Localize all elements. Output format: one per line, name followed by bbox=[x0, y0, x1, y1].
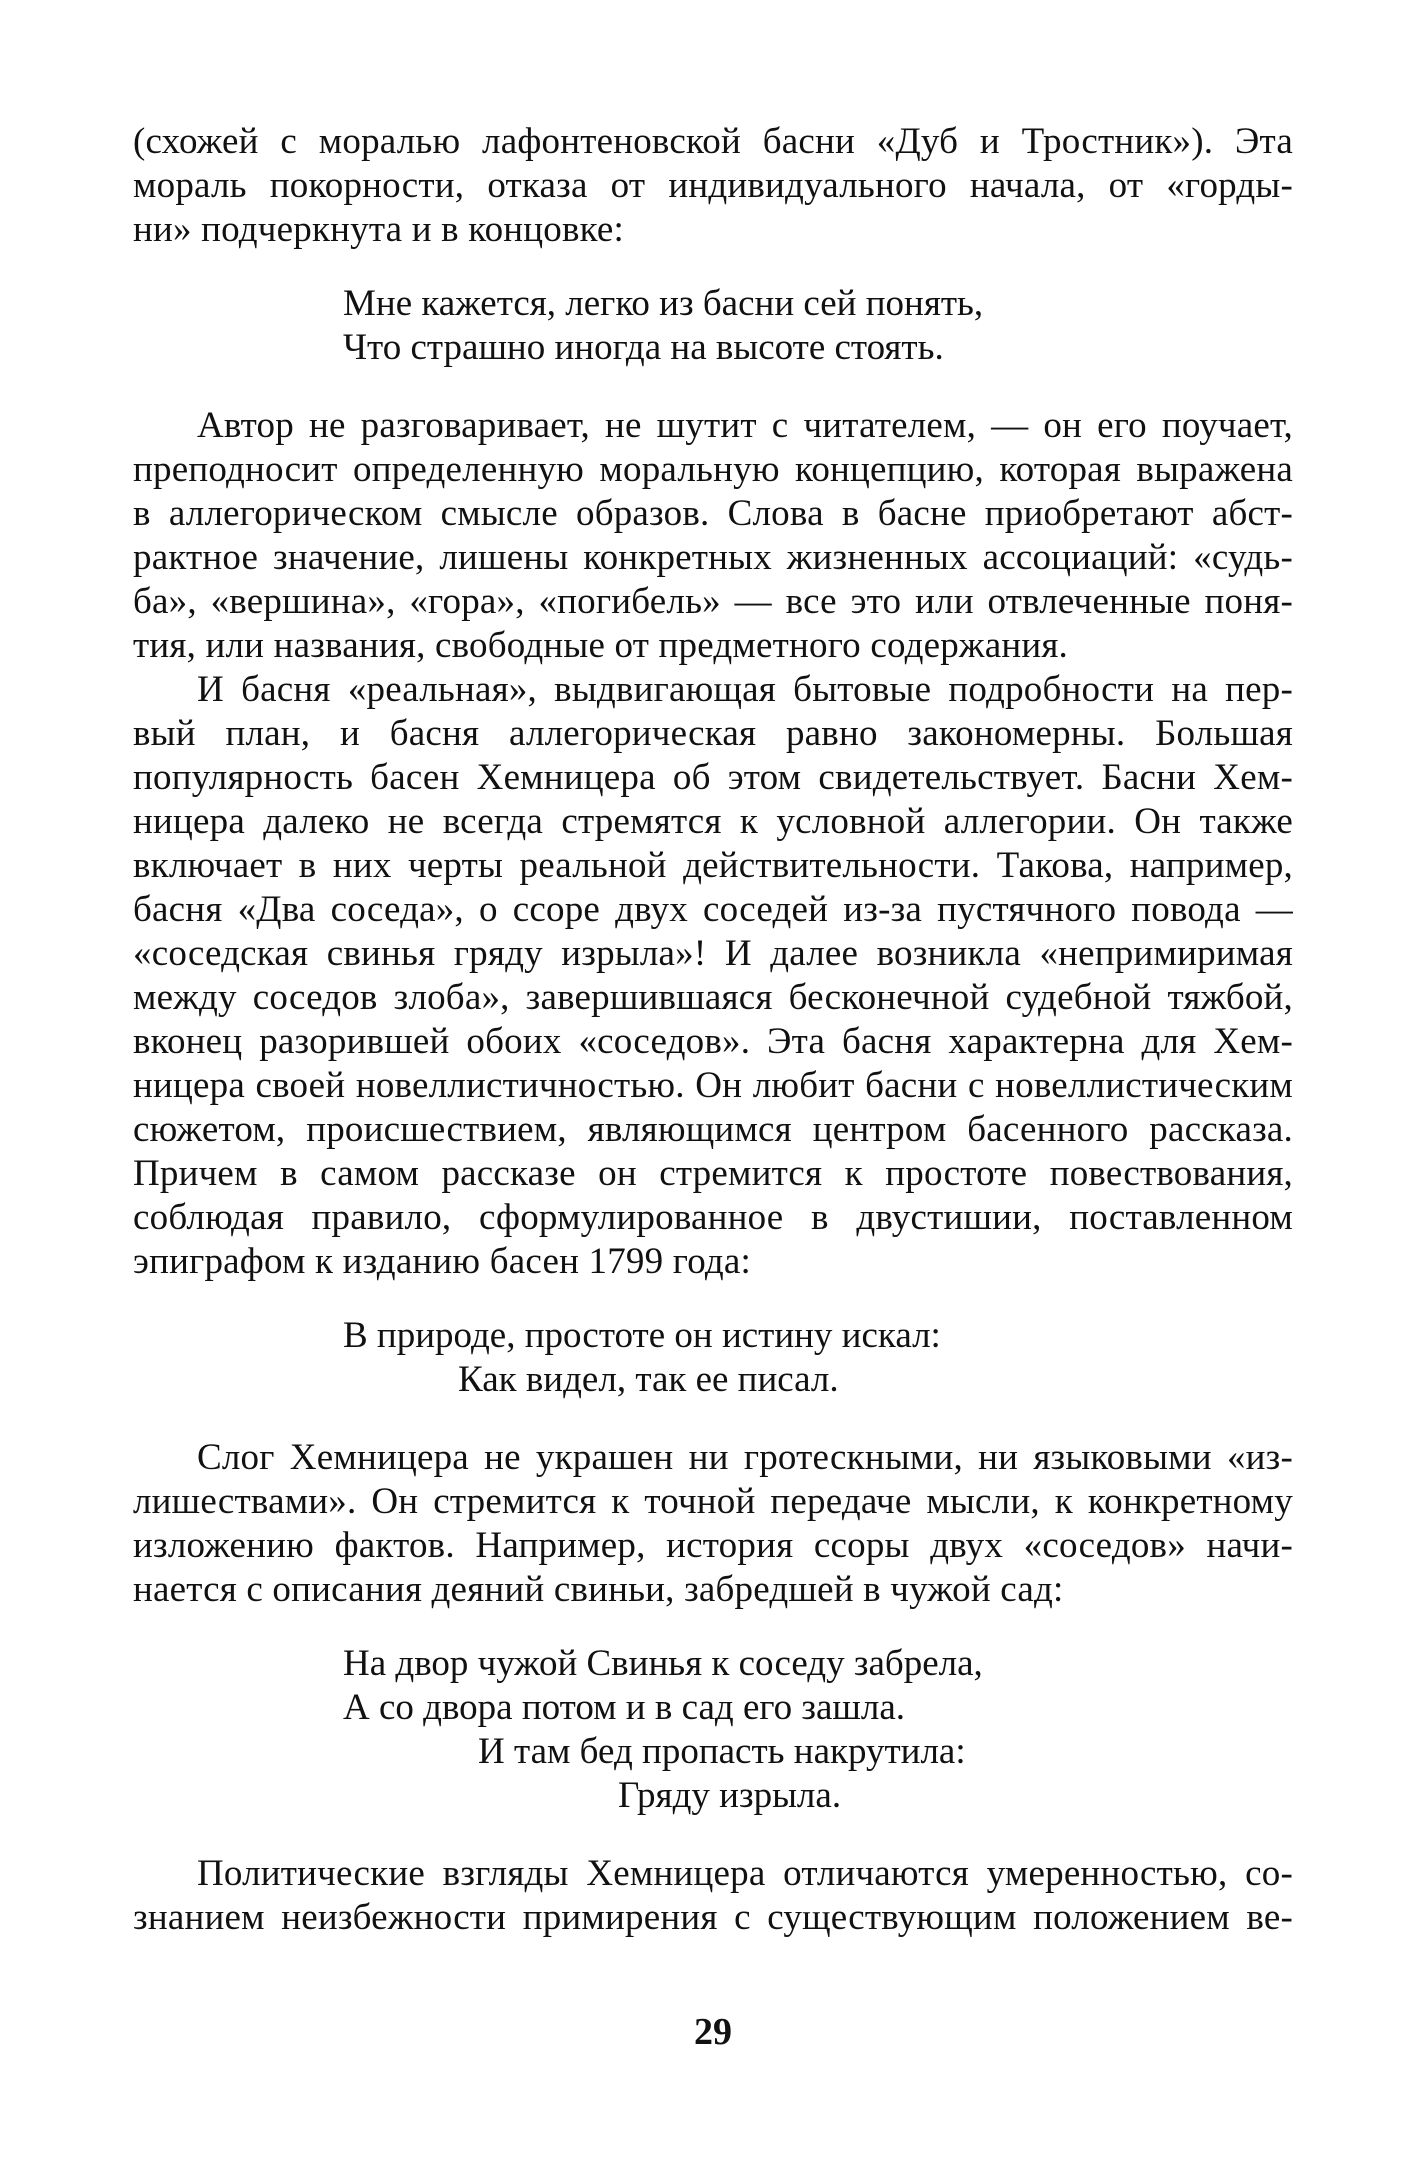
paragraph-5 bbox=[133, 1852, 1293, 1940]
text-line: преподносит определенную моральную концепцию, которая выражена bbox=[133, 449, 1293, 490]
text-line: Причем в самом рассказе он стремится к простоте повествования, bbox=[133, 1153, 1293, 1194]
text-line: включает в них черты реальной действительности. Такова, например, bbox=[133, 845, 1293, 886]
page-number: 29 bbox=[694, 2011, 732, 2053]
book-page bbox=[133, 120, 1293, 2100]
paragraph-2 bbox=[133, 404, 1293, 668]
text-line: между соседов злоба», завершившаяся бесконечной судебной тяжбой, bbox=[133, 977, 1293, 1018]
verse-line: На двор чужой Свинья к соседу забрела, bbox=[343, 1643, 983, 1684]
text-line: Автор не разговаривает, не шутит с читателем, — он его поучает, bbox=[197, 405, 1293, 446]
verse-line: И там бед пропасть накрутила: bbox=[478, 1731, 966, 1772]
verse-quote-1 bbox=[133, 282, 1293, 370]
text-line: рактное значение, лишены конкретных жизненных ассоциаций: «судь- bbox=[133, 537, 1293, 578]
text-line: ни» подчеркнута и в концовке: bbox=[133, 209, 625, 250]
paragraph-3 bbox=[133, 668, 1293, 1284]
text-line: эпиграфом к изданию басен 1799 года: bbox=[133, 1241, 751, 1282]
text-line: вконец разорившей обоих «соседов». Эта басня характерна для Хем- bbox=[133, 1021, 1293, 1062]
verse-quote-3 bbox=[133, 1642, 1293, 1818]
text-line: мораль покорности, отказа от индивидуального начала, от «горды- bbox=[133, 165, 1293, 206]
text-line: тия, или названия, свободные от предметного содержания. bbox=[133, 625, 1068, 666]
text-line: в аллегорическом смысле образов. Слова в басне приобретают абст- bbox=[133, 493, 1293, 534]
text-line: «соседская свинья гряду изрыла»! И далее возникла «непримиримая bbox=[133, 933, 1293, 974]
text-line: популярность басен Хемницера об этом свидетельствует. Басни Хем- bbox=[133, 757, 1293, 798]
text-line: ницера своей новеллистичностью. Он любит басни с новеллистическим bbox=[133, 1065, 1293, 1106]
text-line: басня «Два соседа», о ссоре двух соседей из-за пустячного повода — bbox=[133, 889, 1293, 930]
text-line: (схожей с моралью лафонтеновской басни «Дуб и Тростник»). Эта bbox=[133, 121, 1293, 162]
verse-line: А со двора потом и в сад его зашла. bbox=[343, 1687, 906, 1728]
text-line: Слог Хемницера не украшен ни гротескными, ни языковыми «из- bbox=[197, 1437, 1293, 1478]
verse-line: Как видел, так ее писал. bbox=[458, 1359, 839, 1400]
text-line: ницера далеко не всегда стремятся к условной аллегории. Он также bbox=[133, 801, 1293, 842]
text-line: лишествами». Он стремится к точной передаче мысли, к конкретному bbox=[133, 1481, 1293, 1522]
text-line: соблюдая правило, сформулированное в двустишии, поставленном bbox=[133, 1197, 1293, 1238]
paragraph-1 bbox=[133, 120, 1293, 252]
text-line: нается с описания деяний свиньи, забредшей в чужой сад: bbox=[133, 1569, 1064, 1610]
verse-line: Гряду изрыла. bbox=[618, 1775, 842, 1816]
text-line: ба», «вершина», «гора», «погибель» — все это или отвлеченные поня- bbox=[133, 581, 1293, 622]
verse-quote-2 bbox=[133, 1314, 1293, 1402]
text-line: изложению фактов. Например, история ссоры двух «соседов» начи- bbox=[133, 1525, 1293, 1566]
verse-line: Мне кажется, легко из басни сей понять, bbox=[343, 283, 984, 324]
verse-line: Что страшно иногда на высоте стоять. bbox=[343, 327, 944, 368]
text-line: сюжетом, происшествием, являющимся центром басенного рассказа. bbox=[133, 1109, 1293, 1150]
text-line: вый план, и басня аллегорическая равно закономерны. Большая bbox=[133, 713, 1293, 754]
verse-line: В природе, простоте он истину искал: bbox=[343, 1315, 941, 1356]
text-line: знанием неизбежности примирения с существующим положением ве- bbox=[133, 1897, 1293, 1938]
text-line: Политические взгляды Хемницера отличаются умеренностью, со- bbox=[197, 1853, 1293, 1894]
paragraph-4 bbox=[133, 1436, 1293, 1612]
text-line: И басня «реальная», выдвигающая бытовые подробности на пер- bbox=[197, 669, 1293, 710]
